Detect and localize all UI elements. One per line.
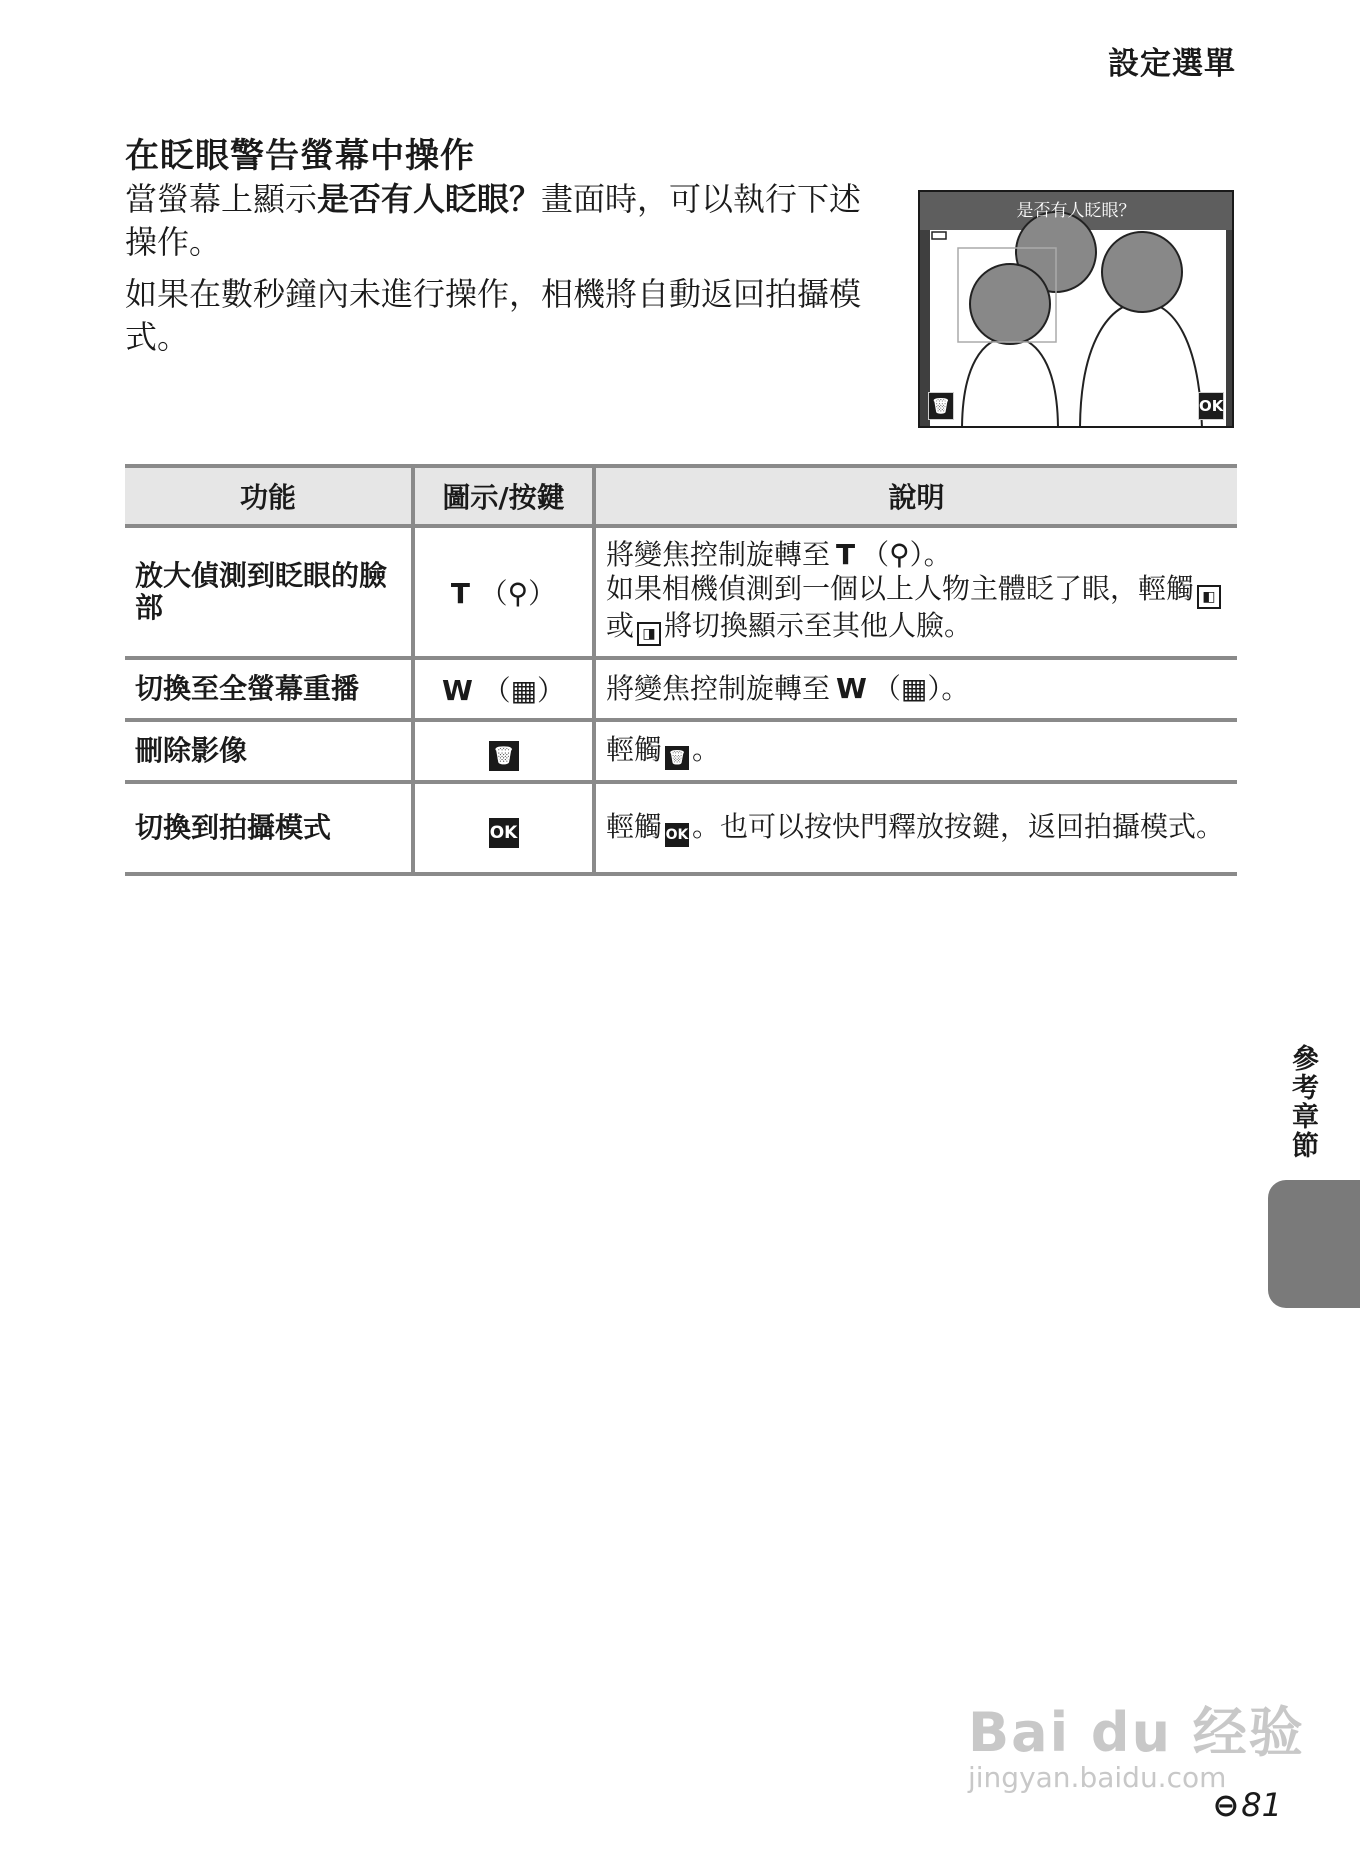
description-text: 輕觸 xyxy=(606,809,663,843)
reference-section-icon: ⊖ xyxy=(1212,1786,1240,1824)
camera-screen-illustration xyxy=(918,190,1234,428)
description-text: 將切換顯示至其他人臉。 xyxy=(664,609,973,642)
side-section-tab[interactable] xyxy=(1268,1180,1360,1308)
zoom-in-icon-inline: （⚲）。 xyxy=(861,538,952,571)
description-text: 如果相機偵測到一個以上人物主體眨了眼，輕觸 xyxy=(606,572,1195,605)
description-text: 將變焦控制旋轉至 xyxy=(606,538,831,571)
watermark-logo: Bai du 经验 xyxy=(968,1701,1305,1764)
thumbnail-icon: （▦） xyxy=(482,674,566,707)
zoom-tele-key-inline: T xyxy=(836,538,856,571)
table-row xyxy=(125,526,1237,658)
key-cell xyxy=(413,782,594,874)
person-head-left xyxy=(970,264,1050,344)
key-cell xyxy=(413,526,594,658)
description-cell xyxy=(594,526,1237,658)
table-row xyxy=(125,658,1237,720)
ok-icon: OK xyxy=(489,818,519,848)
table-row xyxy=(125,782,1237,874)
previous-face-icon: ◧ xyxy=(1197,585,1221,609)
intro-bold-phrase: 是否有人眨眼？ xyxy=(317,180,542,218)
camera-delete-button: 🗑 xyxy=(928,392,954,420)
description-cell xyxy=(594,782,1237,874)
side-section-label: 參考章節 xyxy=(1287,1044,1318,1160)
header-description: 說明 xyxy=(594,466,1237,526)
header-icon-key: 圖示/按鍵 xyxy=(413,466,594,526)
person-head-right xyxy=(1102,232,1182,312)
table-row xyxy=(125,720,1237,782)
page-number xyxy=(1212,1786,1282,1824)
battery-icon xyxy=(932,232,946,239)
function-table xyxy=(125,464,1237,876)
function-cell: 刪除影像 xyxy=(125,720,413,782)
description-text: 將變焦控制旋轉至 xyxy=(606,672,831,705)
camera-screen-title: 是否有人眨眼？ xyxy=(1016,201,1136,221)
description-cell xyxy=(594,658,1237,720)
description-text: 或 xyxy=(606,609,635,642)
zoom-in-icon: （⚲） xyxy=(479,577,557,610)
watermark-url: jingyan.baidu.com xyxy=(968,1761,1227,1794)
key-cell xyxy=(413,720,594,782)
trash-icon: 🗑 xyxy=(489,741,519,771)
intro-paragraph-1 xyxy=(125,178,885,264)
description-text: 。 xyxy=(692,732,721,766)
key-cell xyxy=(413,658,594,720)
thumbnail-icon-inline: （▦）。 xyxy=(872,672,970,705)
function-cell: 切換至全螢幕重播 xyxy=(125,658,413,720)
description-text: 。也可以按快門釋放按鍵，返回拍攝模式。 xyxy=(692,809,1225,843)
intro-text-post: 畫面時，可以執行下述操作。 xyxy=(125,180,862,261)
trash-icon-inline: 🗑 xyxy=(665,746,689,770)
intro-text xyxy=(125,178,885,368)
description-cell xyxy=(594,720,1237,782)
ok-icon-inline: OK xyxy=(665,823,689,847)
header-function: 功能 xyxy=(125,466,413,526)
table-header-row xyxy=(125,466,1237,526)
next-face-icon: ◨ xyxy=(637,622,661,646)
description-text: 輕觸 xyxy=(606,732,663,766)
function-cell: 放大偵測到眨眼的臉部 xyxy=(125,526,413,658)
zoom-wide-key-inline: W xyxy=(836,672,867,705)
zoom-wide-key: W xyxy=(441,674,473,707)
intro-paragraph-2: 如果在數秒鐘內未進行操作，相機將自動返回拍攝模式。 xyxy=(125,275,862,356)
camera-ok-button: OK xyxy=(1198,392,1224,420)
page-number-value: 81 xyxy=(1241,1786,1282,1824)
intro-text-pre: 當螢幕上顯示 xyxy=(125,180,318,218)
function-cell: 切換到拍攝模式 xyxy=(125,782,413,874)
zoom-tele-key: T xyxy=(450,577,470,610)
header-title: 設定選單 xyxy=(1108,46,1236,82)
watermark xyxy=(968,1690,1305,1794)
section-heading: 在眨眼警告螢幕中操作 xyxy=(125,136,475,176)
